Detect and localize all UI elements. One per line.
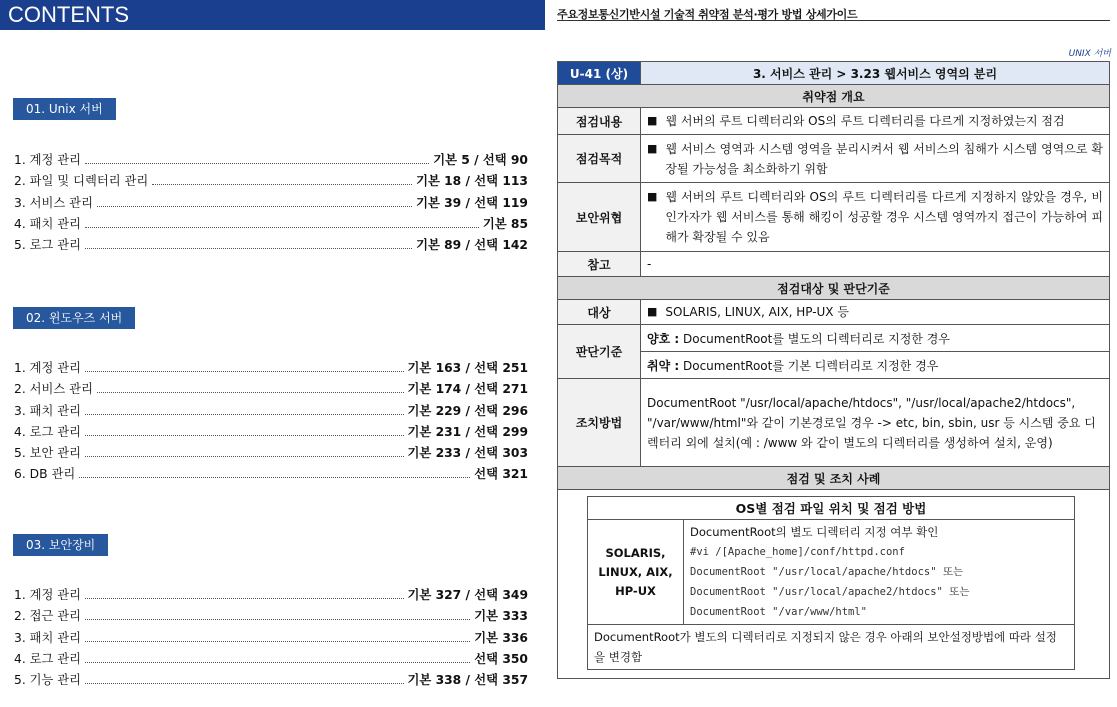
threat-cell: ■ 웹 서버의 루트 디렉터리와 OS의 루트 디렉터리를 다르게 지정하지 않았을 경우, 비인가자가 웹 서비스를 통해 해킹이 성공할 경우 시스템 영역까지 접근이 가능하여 피해가 확장될 수 있음 xyxy=(641,183,1110,252)
section-label-unix: 01. Unix 서버 xyxy=(13,98,116,120)
action-label: 조치방법 xyxy=(558,379,641,467)
toc-item[interactable]: 4. 로그 관리 선택 350 xyxy=(14,651,528,666)
target-cell: ■ SOLARIS, LINUX, AIX, HP-UX 등 xyxy=(641,300,1110,325)
toc-item[interactable]: 3. 패치 관리 기본 336 xyxy=(14,630,528,645)
toc-item[interactable]: 1. 계정 관리 기본 5 / 선택 90 xyxy=(14,153,528,167)
reference-text: - xyxy=(641,252,1110,277)
target-label: 대상 xyxy=(558,300,641,325)
vulnerability-table xyxy=(557,61,1110,679)
toc-item[interactable]: 5. 로그 관리 기본 89 / 선택 142 xyxy=(14,238,528,253)
threat-label: 보안위협 xyxy=(558,183,641,252)
check-method xyxy=(684,520,1075,625)
category-tag: UNIX 서버 xyxy=(1068,49,1111,59)
header-divider xyxy=(557,20,1110,21)
toc-item[interactable]: 1. 계정 관리 기본 327 / 선택 349 xyxy=(14,588,528,602)
toc-item[interactable]: 1. 계정 관리 기본 163 / 선택 251 xyxy=(14,361,528,375)
toc-item[interactable]: 2. 서비스 관리 기본 174 / 선택 271 xyxy=(14,382,528,397)
section-label-windows: 02. 윈도우즈 서버 xyxy=(13,307,135,329)
reference-label: 참고 xyxy=(558,252,641,277)
toc-item[interactable]: 2. 파일 및 디렉터리 관리 기본 18 / 선택 113 xyxy=(14,174,528,189)
toc-list-windows xyxy=(14,358,528,486)
os-names: SOLARIS, LINUX, AIX, HP-UX xyxy=(588,520,684,625)
code-line: DocumentRoot "/usr/local/apache2/htdocs" 또는 xyxy=(690,586,970,598)
os-check-header: OS별 점검 파일 위치 및 점검 방법 xyxy=(588,497,1075,520)
example-cell xyxy=(558,490,1110,679)
toc-item[interactable]: 6. DB 관리 선택 321 xyxy=(14,467,528,482)
contents-title: CONTENTS xyxy=(8,2,129,27)
check-title: DocumentRoot의 별도 디렉터리 지정 여부 확인 xyxy=(690,525,939,539)
criteria-good: 양호 : DocumentRoot를 별도의 디렉터리로 지정한 경우 xyxy=(641,325,1110,352)
purpose-label: 점검목적 xyxy=(558,135,641,183)
code-line: #vi /[Apache_home]/conf/httpd.conf xyxy=(690,546,905,558)
toc-item[interactable]: 4. 패치 관리 기본 85 xyxy=(14,216,528,231)
content-cell: ■ 웹 서버의 루트 디렉터리와 OS의 루트 디렉터리를 다르게 지정하였는지 점검 xyxy=(641,108,1110,135)
item-code: U-41 (상) xyxy=(558,62,641,85)
toc-item[interactable]: 4. 로그 관리 기본 231 / 선택 299 xyxy=(14,424,528,439)
code-line: DocumentRoot "/usr/local/apache/htdocs" 또는 xyxy=(690,566,964,578)
content-text: 웹 서버의 루트 디렉터리와 OS의 루트 디렉터리를 다르게 지정하였는지 점검 xyxy=(665,114,1065,128)
contents-page xyxy=(0,0,545,707)
content-label: 점검내용 xyxy=(558,108,641,135)
toc-item[interactable]: 3. 패치 관리 기본 229 / 선택 296 xyxy=(14,403,528,418)
criteria-header: 점검대상 및 판단기준 xyxy=(558,277,1110,300)
toc-list-security-equipment xyxy=(14,585,528,691)
example-header: 점검 및 조치 사례 xyxy=(558,467,1110,490)
contents-title-bar xyxy=(0,0,545,30)
toc-item[interactable]: 5. 기능 관리 기본 338 / 선택 357 xyxy=(14,673,528,688)
code-line: DocumentRoot "/var/www/html" xyxy=(690,606,868,618)
toc-item[interactable]: 3. 서비스 관리 기본 39 / 선택 119 xyxy=(14,195,528,210)
guide-page xyxy=(557,0,1117,707)
toc-item[interactable]: 5. 보안 관리 기본 233 / 선택 303 xyxy=(14,446,528,461)
criteria-label: 판단기준 xyxy=(558,325,641,379)
criteria-bad: 취약 : DocumentRoot를 기본 디렉터리로 지정한 경우 xyxy=(641,352,1110,379)
section-label-security-equipment: 03. 보안장비 xyxy=(13,534,108,556)
toc-list-unix xyxy=(14,150,528,256)
os-check-table xyxy=(587,496,1075,670)
overview-header: 취약점 개요 xyxy=(558,85,1110,108)
item-title: 3. 서비스 관리 > 3.23 웹서비스 영역의 분리 xyxy=(641,62,1110,85)
example-footer: DocumentRoot가 별도의 디렉터리로 지정되지 않은 경우 아래의 보안설정방법에 따라 설정을 변경함 xyxy=(588,625,1075,670)
purpose-cell: ■ 웹 서비스 영역과 시스템 영역을 분리시켜서 웹 서비스의 침해가 시스템 영역으로 확장될 가능성을 최소화하기 위함 xyxy=(641,135,1110,183)
document-header: 주요정보통신기반시설 기술적 취약점 분석·평가 방법 상세가이드 xyxy=(557,8,858,21)
action-text: DocumentRoot "/usr/local/apache/htdocs", "/usr/local/apache2/htdocs", "/var/www/html"와 같이 기본경로일 경우 -> etc, bin, sbin, usr 등 시스템 중요 디렉터리 외에 설치(예 : /www 와 같이 별도의 디렉터리를 생성하여 설치, 운영) xyxy=(641,379,1110,467)
target-text: SOLARIS, LINUX, AIX, HP-UX 등 xyxy=(665,305,849,319)
toc-item[interactable]: 2. 접근 관리 기본 333 xyxy=(14,609,528,624)
threat-text: 웹 서버의 루트 디렉터리와 OS의 루트 디렉터리를 다르게 지정하지 않았을 경우, 비인가자가 웹 서비스를 통해 해킹이 성공할 경우 시스템 영역까지 접근이 가능하여 피해가 확장될 수 있음 xyxy=(665,190,1103,244)
purpose-text: 웹 서비스 영역과 시스템 영역을 분리시켜서 웹 서비스의 침해가 시스템 영역으로 확장될 가능성을 최소화하기 위함 xyxy=(665,141,1103,176)
